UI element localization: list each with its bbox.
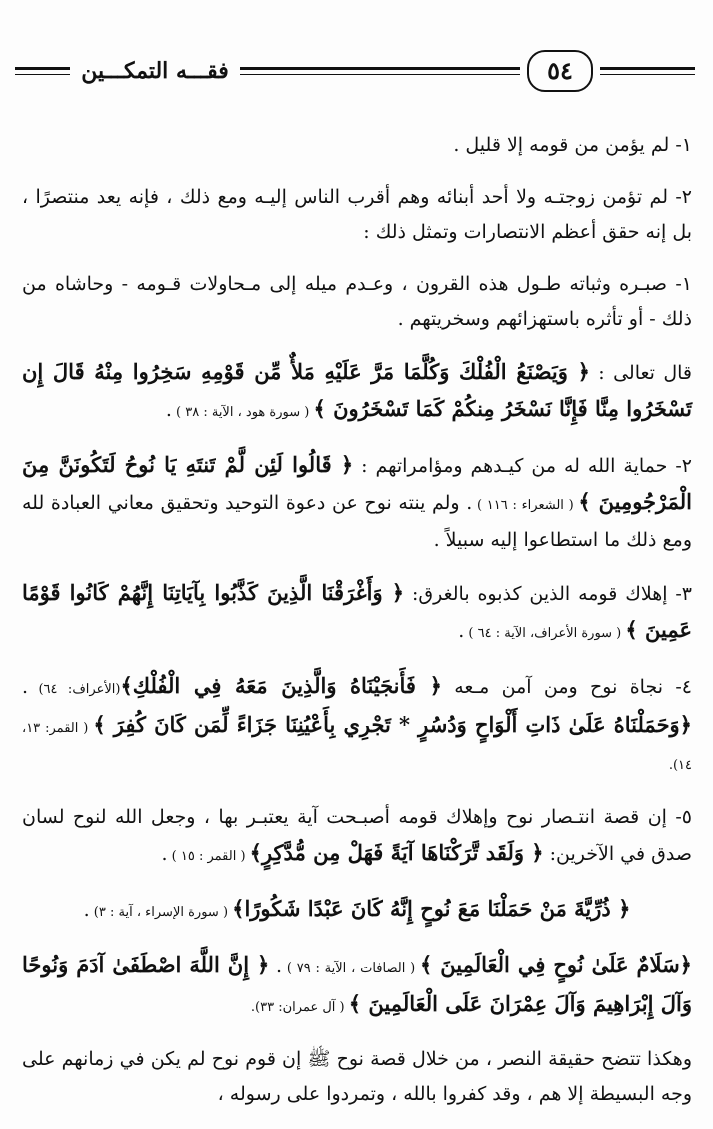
quran-verse: ﴿ إِنَّ اللَّهَ اصْطَفَىٰ آدَمَ وَنُوحًا وَآلَ إِبْرَاهِيمَ وَآلَ عِمْرَانَ عَلَى الْعَالَمِينَ ﴾ [22,952,692,1016]
quran-verse: ﴿ وَلَقَد تَّرَكْنَاهَا آيَةً فَهَلْ مِن مُّدَّكِرٍ﴾ [249,840,544,865]
paragraph-text: . [165,399,172,421]
paragraph-8 [22,800,692,874]
running-title: فقـــه التمكـــين [81,58,229,84]
verse-reference: ( سورة هود ، الآية : ٣٨ ) [171,405,314,420]
paragraph-3 [22,267,692,337]
paragraph-4 [22,354,692,430]
paragraph-text: . ولم ينته نوح عن دعوة التوحيد وتحقيق معاني العبادة لله ومع ذلك ما استطاعوا إليه سبيلاً . [22,492,692,551]
paragraph-9 [22,891,692,930]
page-header [0,50,713,100]
paragraph-1 [22,128,692,163]
paragraph-10 [22,947,692,1025]
paragraph-text: . [269,955,283,977]
paragraph-text: قال تعالى : [589,362,692,384]
paragraph-6 [22,575,692,651]
paragraph-text: ٥- إن قصة انتـصار نوح وإهلاك قومه أصبـحت آية يعتبـر بها ، وجعل الله لنوح لسان صدق في الآخرين: [22,806,692,865]
paragraph-text: . [161,843,168,865]
quran-verse: ﴿ وَيَصْنَعُ الْفُلْكَ وَكُلَّمَا مَرَّ عَلَيْهِ مَلأٌ مِّن قَوْمِهِ سَخِرُوا مِنْهُ قَالَ إِن تَسْخَرُوا مِنَّا فَإِنَّا نَسْخَرُ مِنكُمْ كَمَا تَسْخَرُونَ ﴾ [22,359,692,421]
paragraph-text: . [458,620,465,642]
paragraph-text: ١- صبـره وثباته طـول هذه القرون ، وعـدم ميله إلى مـحاولات قـومه - وحاشاه من ذلك - أو تأثره باستهزائهم وسخريتهم . [22,273,692,330]
quran-verse: ﴿وَحَمَلْنَاهُ عَلَىٰ ذَاتِ أَلْوَاحٍ وَدُسُرٍ * تَجْرِي بِأَعْيُنِنَا جَزَاءً لِّمَن كَانَ كُفِرَ ﴾ [93,712,692,737]
verse-reference: ( سورة الإسراء ، آية : ٣) [89,905,233,920]
header-rule-right-thin [600,74,695,75]
header-rule-right [600,67,695,70]
header-rule-middle-thin [240,74,520,75]
header-rule-left-thin [15,74,70,75]
paragraph-5 [22,447,692,558]
verse-reference: ( آل عمران: ٣٣). [250,1000,349,1015]
paragraph-text: . [22,676,29,698]
paragraph-11 [22,1042,692,1112]
verse-reference: ( سورة الأعراف، الآية : ٦٤ ) [464,626,626,641]
quran-verse: ﴿ ذُرِّيَّةَ مَنْ حَمَلْنَا مَعَ نُوحٍ إِنَّهُ كَانَ عَبْدًا شَكُورًا﴾ [232,896,631,921]
paragraph-text: ٣- إهلاك قومه الذين كذبوه بالغرق: [404,583,692,605]
header-rule-middle [240,67,520,70]
verse-reference: ( القمر : ١٥ ) [167,849,250,864]
quran-verse: ﴿ قَالُوا لَئِن لَّمْ تَنتَهِ يَا نُوحُ لَتَكُونَنَّ مِنَ الْمَرْجُومِينَ ﴾ [22,452,692,514]
paragraph-text: . [83,899,90,921]
paragraph-7 [22,668,692,783]
paragraph-text: وهكذا تتضح حقيقة النصر ، من خلال قصة نوح ﷺ إن قوم نوح لم يكن في زمانهم على وجه البسيطة إلا هم ، وقد كفروا بالله ، وتمردوا على رسوله ، [22,1048,692,1105]
paragraph-text: ٢- لم تؤمن زوجتـه ولا أحد أبنائه وهم أقرب الناس إليـه ومع ذلك ، فإنه يعد منتصرًا ، بل إنه حقق أعظم الانتصارات وتمثل ذلك : [22,186,692,243]
paragraph-2 [22,180,692,250]
paragraph-text: ٤- نجاة نوح ومن آمن مـعه [441,676,692,698]
verse-reference: ( القمر: ١٣، ١٤). [22,721,692,773]
page-number: ٥٤ [527,50,593,92]
verse-reference: (الأعراف: ٦٤) [28,682,121,697]
body-text [22,128,692,1129]
quran-verse: ﴿سَلَامٌ عَلَىٰ نُوحٍ فِي الْعَالَمِينَ ﴾ [419,952,692,977]
quran-verse: ﴿ وَأَغْرَقْنَا الَّذِينَ كَذَّبُوا بِآيَاتِنَا إِنَّهُمْ كَانُوا قَوْمًا عَمِينَ ﴾ [22,580,692,642]
quran-verse: ﴿ فَأَنجَيْنَاهُ وَالَّذِينَ مَعَهُ فِي الْفُلْكِ﴾ [120,673,442,698]
paragraph-text: ٢- حماية الله له من كيـدهم ومؤامراتهم : [353,455,692,477]
verse-reference: ( الشعراء : ١١٦ ) [472,498,579,513]
paragraph-text: ١- لم يؤمن من قومه إلا قليل . [453,134,692,156]
verse-reference: ( الصافات ، الآية : ٧٩ ) [282,961,420,976]
header-rule-left [15,67,70,70]
